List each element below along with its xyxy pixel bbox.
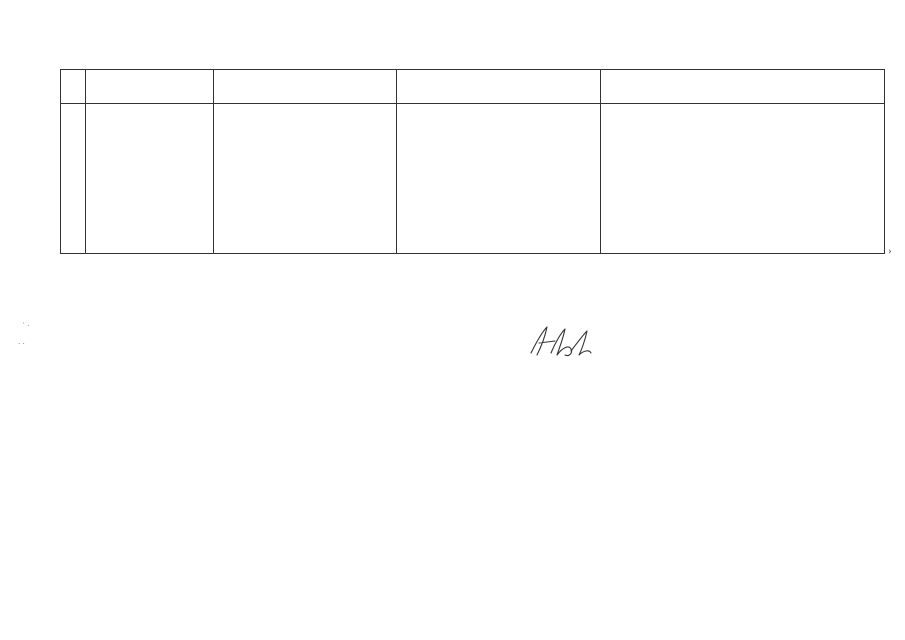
table-cell-basis [601, 70, 885, 104]
codes-table [60, 69, 885, 254]
table-cell-code [214, 70, 397, 104]
table-row [61, 70, 885, 104]
handwritten-signature [525, 323, 595, 363]
scan-noise: › [888, 245, 892, 257]
table-cell-number [61, 104, 86, 254]
table-cell-description [397, 104, 601, 254]
scan-noise: · . [22, 318, 30, 328]
table-cell-description [397, 70, 601, 104]
scan-noise: . . [18, 336, 25, 346]
table-cell-code [214, 104, 397, 254]
table-row [61, 104, 885, 254]
table-cell-admin [86, 70, 214, 104]
table-cell-admin [86, 104, 214, 254]
table-cell-number [61, 70, 86, 104]
table-cell-basis [601, 104, 885, 254]
